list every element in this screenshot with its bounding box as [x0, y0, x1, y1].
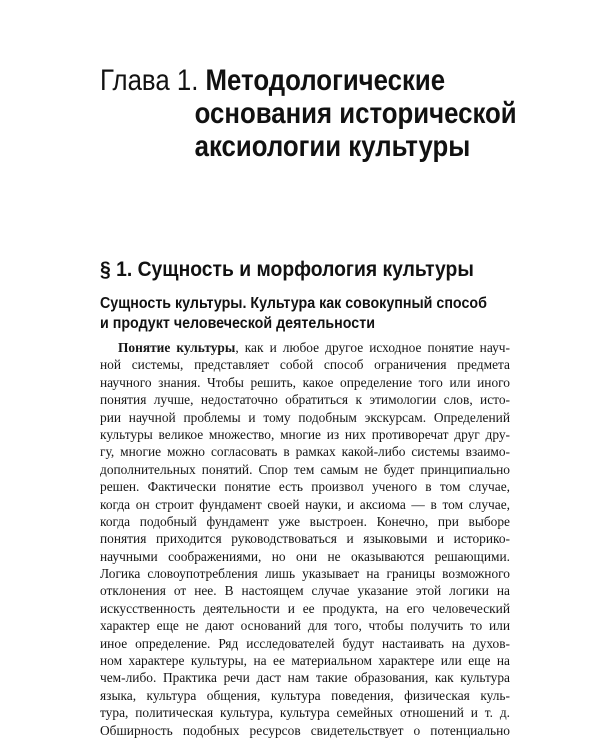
body-line: искусственность деятельности и ее продукта, на его человеческий	[100, 600, 510, 616]
subsection-title-line-1: Сущность культуры. Культура как совокупный способ	[100, 295, 487, 312]
body-line: Обширность подобных ресурсов свидетельствует о потенциально	[100, 722, 510, 738]
body-line: понятия приходится руководствоваться и языковыми и историко-	[100, 531, 510, 547]
body-line: характер еще не дают оснований для того, чтобы получить то или	[100, 618, 510, 634]
body-line: тура, политическая культура, культура семейных отношений и т. д.	[100, 705, 510, 721]
body-line: ной системы, представляет собой способ ограничения предмета	[100, 357, 510, 373]
body-line: когда подобный фундамент уже выстроен. Конечно, при выборе	[100, 513, 510, 529]
body-text	[100, 339, 510, 739]
body-line: когда он строит фундамент своей науки, и аксиома — в том случае,	[100, 496, 510, 512]
section-heading: § 1. Сущность и морфология культуры	[100, 258, 474, 281]
body-line: понятия лучше, недостаточно обратиться к этимологии слов, исто-	[100, 392, 510, 408]
body-line: отклонения от нее. В настоящем случае указание этой логики на	[100, 583, 510, 599]
body-line: Логика словоупотребления лишь указывает на границы возможного	[100, 566, 510, 582]
lead-term: Понятие культуры	[118, 340, 236, 355]
body-line: научными соображениями, но они не оказываются решающими.	[100, 548, 510, 564]
chapter-title-line-1: Методологические	[205, 64, 446, 97]
body-line: чем-либо. Практика речи даст нам такие образования, как культура	[100, 670, 510, 686]
body-line: языка, культура общения, культура поведения, физическая куль-	[100, 687, 510, 703]
chapter-number: Глава 1.	[100, 64, 199, 97]
body-line: культуры великое множество, многие из них противоречат друг дру-	[100, 426, 510, 442]
subsection-title-line-2: и продукт человеческой деятельности	[100, 315, 375, 332]
body-line: иное определение. Ряд исследователей будут настаивать на духов-	[100, 635, 510, 651]
body-line: ном характере культуры, на ее материальном характере или еще на	[100, 653, 510, 669]
body-line: рии научной проблемы и тому подобным экскурсам. Определений	[100, 409, 510, 425]
first-line-rest: , как и любое другое исходное понятие науч-	[235, 340, 510, 355]
body-line: решен. Фактически понятие есть произвол ученого в том случае,	[100, 479, 510, 495]
body-line	[100, 339, 510, 356]
subsection-heading	[100, 294, 487, 334]
body-line: гу, многие можно согласовать в рамках какой-либо системы взаимо-	[100, 444, 510, 460]
body-line: научного знания. Чтобы решить, какое определение того или иного	[100, 374, 510, 390]
body-line: дополнительных понятий. Спор тем самым не будет принципиально	[100, 461, 510, 477]
chapter-heading	[100, 64, 517, 163]
chapter-title-line-2: основания исторической	[194, 97, 517, 130]
chapter-title-line-3: аксиологии культуры	[194, 130, 471, 163]
